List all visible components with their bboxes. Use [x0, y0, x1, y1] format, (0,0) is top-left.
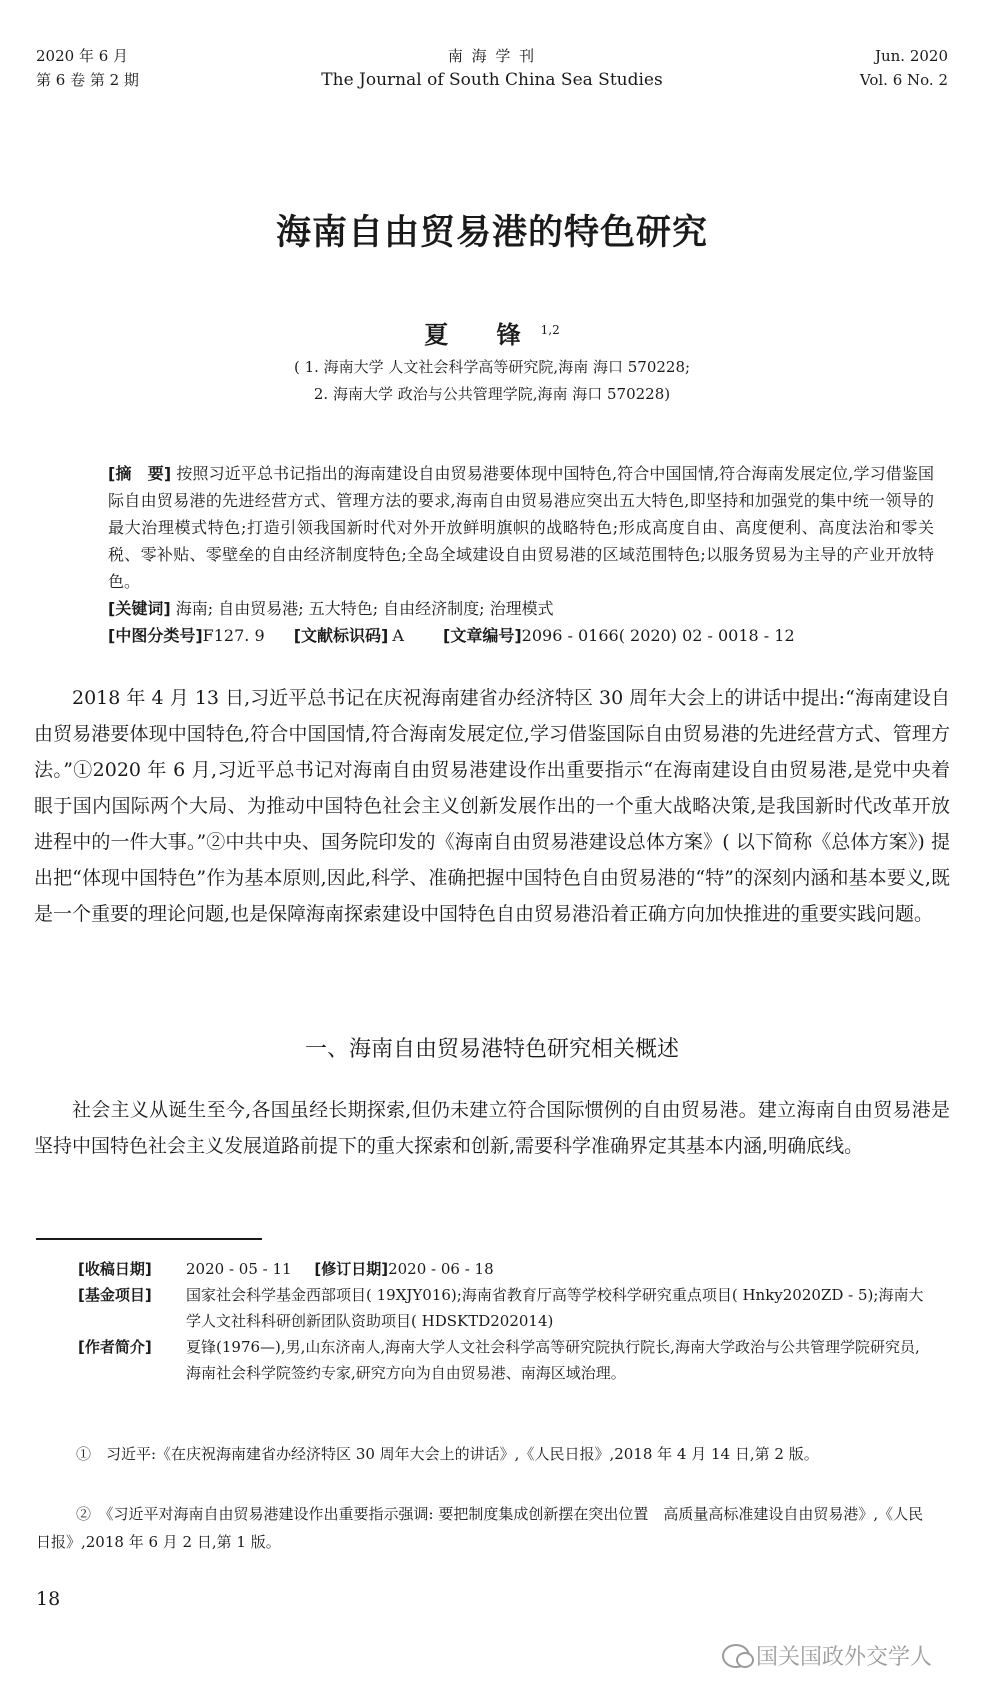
- affiliation-2: 2. 海南大学 政治与公共管理学院,海南 海口 570228): [313, 385, 671, 403]
- abstract-text: 按照习近平总书记指出的海南建设自由贸易港要体现中国特色,符合中国国情,符合海南发展定位,学习借鉴国际自由贸易港的先进经营方式、管理方法的要求,海南自由贸易港应突出五大特色,即坚持和加强党的集中统一领导的最大治理模式特色;打造引领我国新时代对外开放鲜明旗帜的战略特色;形成高度自由、高度便利、高度法治和零关税、零补贴、零壁垒的自由经济制度特色;全岛全域建设自由贸易港的区域范围特色;以服务贸易为主导的产业开放特色。: [108, 464, 934, 591]
- keywords-text: 海南; 自由贸易港; 五大特色; 自由经济制度; 治理模式: [175, 599, 554, 618]
- header-journal: [0, 44, 984, 92]
- footnote-2: ② 《习近平对海南自由贸易港建设作出重要指示强调: 要把制度集成创新摆在突出位置 高质量高标准建设自由贸易港》,《人民日报》,2018 年 6 月 2 日,第 1 版。: [36, 1505, 924, 1551]
- fund-row: [78, 1282, 930, 1334]
- doccode-value: A: [392, 626, 404, 645]
- article-title: 海南自由贸易港的特色研究: [275, 213, 708, 253]
- body-paragraph-2: 社会主义从诞生至今,各国虽经长期探索,但仍未建立符合国际惯例的自由贸易港。建立海南自由贸易港是坚持中国特色社会主义发展道路前提下的重大探索和创新,需要科学准确界定其基本内涵,明确底线。: [34, 1099, 950, 1157]
- author-name: 夏 锋: [424, 320, 541, 349]
- watermark: [722, 1640, 932, 1671]
- classification-row: [108, 622, 934, 649]
- received-label: [收稿日期]: [78, 1260, 152, 1278]
- clc-label: [中图分类号]: [108, 626, 203, 645]
- revised-date: 2020 - 06 - 18: [388, 1260, 494, 1278]
- page-number: 18: [36, 1588, 61, 1610]
- watermark-text: 国关国政外交学人: [756, 1645, 933, 1670]
- received-date: 2020 - 05 - 11: [186, 1260, 292, 1278]
- footnote-1: ① 习近平:《在庆祝海南建省办经济特区 30 周年大会上的讲话》,《人民日报》,2018 年 4 月 14 日,第 2 版。: [76, 1445, 819, 1463]
- header-volume-cn: 第 6 卷 第 2 期: [36, 71, 139, 89]
- bio-row: [78, 1334, 930, 1386]
- bio-label: [作者简介]: [78, 1338, 152, 1356]
- doccode-label: [文献标识码]: [293, 626, 389, 645]
- wechat-icon: [722, 1644, 750, 1668]
- header-issue: [860, 44, 948, 92]
- article-metadata: [78, 1256, 930, 1386]
- author-line: [0, 315, 984, 350]
- header-date-cn: 2020 年 6 月: [36, 47, 129, 65]
- fund-label: [基金项目]: [78, 1286, 152, 1304]
- journal-name-cn: 南 海 学 刊: [447, 47, 537, 65]
- author-affiliation-marks: 1,2: [540, 323, 560, 337]
- articleno-value: 2096 - 0166( 2020) 02 - 0018 - 12: [521, 626, 795, 645]
- clc-value: F127. 9: [202, 626, 265, 645]
- revised-label: [修订日期]: [314, 1260, 389, 1278]
- header-volume-en: Vol. 6 No. 2: [859, 71, 948, 89]
- abstract: [108, 460, 934, 595]
- abstract-block: [108, 460, 934, 649]
- footnote-divider: [36, 1238, 262, 1240]
- keywords-label: [关键词]: [108, 599, 171, 618]
- keywords: [108, 595, 934, 622]
- dates-row: [78, 1256, 930, 1282]
- dates-text: [186, 1256, 930, 1282]
- bio-text: 夏锋(1976—),男,山东济南人,海南大学人文社会科学高等研究院执行院长,海南大学政治与公共管理学院研究员,海南社会科学院签约专家,研究方向为自由贸易港、南海区域治理。: [186, 1338, 920, 1382]
- journal-name-en: The Journal of South China Sea Studies: [321, 70, 663, 90]
- fund-text: 国家社会科学基金西部项目( 19XJY016);海南省教育厅高等学校科学研究重点项目( Hnky2020ZD - 5);海南大学人文社科科研创新团队资助项目( HDSKTD202014): [186, 1286, 924, 1330]
- section-heading-1: 一、海南自由贸易港特色研究相关概述: [304, 1037, 679, 1062]
- abstract-label: [摘 要]: [108, 464, 172, 483]
- articleno-label: [文章编号]: [443, 626, 522, 645]
- affiliation-1: ( 1. 海南大学 人文社会科学高等研究院,海南 海口 570228;: [293, 358, 691, 376]
- body-paragraph-1: 2018 年 4 月 13 日,习近平总书记在庆祝海南建省办经济特区 30 周年大会上的讲话中提出:“海南建设自由贸易港要体现中国特色,符合中国国情,符合海南发展定位,学习借鉴国际自由贸易港的先进经营方式、管理方法。”①2020 年 6 月,习近平总书记对海南自由贸易港建设作出重要指示“在海南建设自由贸易港,是党中央着眼于国内国际两个大局、为推动中国特色社会主义创新发展作出的一个重大战略决策,是我国新时代改革开放进程中的一件大事。”②中共中央、国务院印发的《海南自由贸易港建设总体方案》( 以下简称《总体方案》) 提出把“体现中国特色”作为基本原则,因此,科学、准确把握中国特色自由贸易港的“特”的深刻内涵和基本要义,既是一个重要的理论问题,也是保障海南探索建设中国特色自由贸易港沿着正确方向加快推进的重要实践问题。: [34, 687, 950, 925]
- header-date-en: Jun. 2020: [874, 47, 948, 65]
